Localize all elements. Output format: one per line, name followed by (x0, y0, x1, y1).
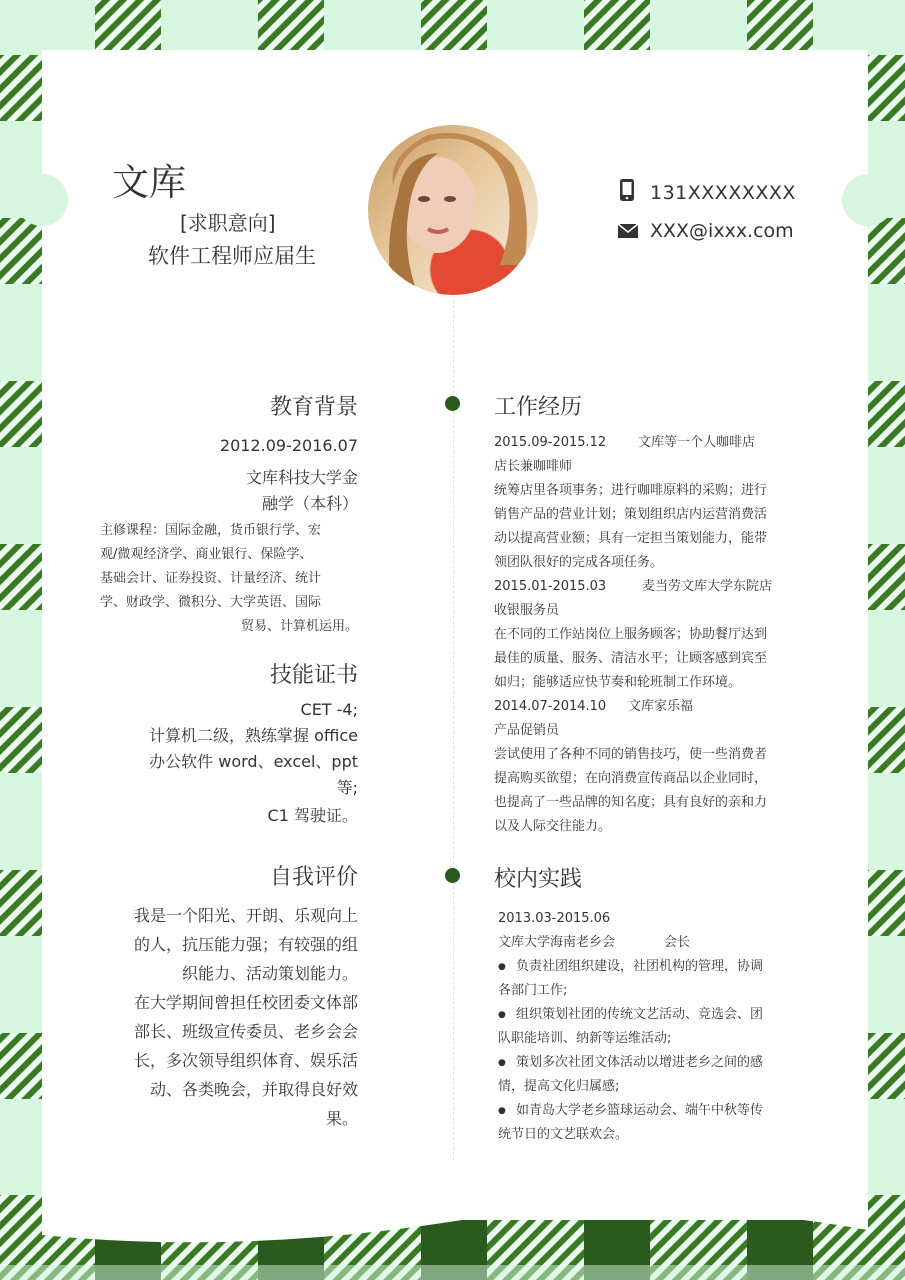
campus-period: 2013.03-2015.06 (498, 911, 611, 926)
job-title: 软件工程师应届生 (148, 244, 316, 268)
skill-line: 等; (336, 778, 358, 797)
skills-title: 技能证书 (269, 663, 358, 688)
course-line: 主修课程：国际金融，货币银行学、宏 (100, 523, 322, 538)
work-entries (494, 431, 800, 839)
self-eval-line: 长，多次领导组织体育、娱乐活 (133, 1051, 358, 1070)
education-school: 文库科技大学金 (245, 468, 358, 487)
work-role: 收银服务员 (494, 603, 560, 618)
paper-curl (42, 1190, 868, 1270)
work-period: 2014.07-2014.10 (494, 699, 607, 714)
work-role: 店长兼咖啡师 (494, 459, 573, 474)
campus-position: 会长 (664, 935, 691, 950)
education-section (100, 390, 358, 639)
email-address: XXX@ixxx.com (650, 220, 794, 242)
self-eval-line: 部长、班级宣传委员、老乡会会 (133, 1022, 358, 1041)
skill-line: 计算机二级，熟练掌握 office (149, 726, 358, 745)
self-eval-line: 我是一个阳光、开朗、乐观向上 (133, 906, 358, 925)
work-entry-head (494, 575, 800, 599)
education-period: 2012.09-2016.07 (219, 436, 358, 455)
candidate-name: 文库 (112, 161, 186, 204)
course-line: 学、财政学、微积分、大学英语、国际 (100, 595, 322, 610)
work-entry-head (494, 431, 800, 455)
self-eval-text (100, 901, 358, 1133)
work-desc-line: 提高购买欲望；在向消费宣传商品以企业同时， (494, 771, 768, 786)
work-desc-line: 销售产品的营业计划；策划组织店内运营消费活 (494, 507, 768, 522)
campus-dot (445, 868, 460, 883)
job-intent-label: [求职意向] (180, 211, 276, 235)
center-divider (453, 300, 454, 1160)
education-title: 教育背景 (269, 395, 358, 420)
campus-entries (494, 907, 800, 1147)
campus-bullet-cont: 情，提高文化归属感; (498, 1079, 620, 1094)
work-desc-line: 如归；能够适应快节奏和轮班制工作环境。 (494, 675, 742, 690)
campus-bullet (498, 955, 800, 979)
work-company: 麦当劳文库大学东院店 (642, 579, 773, 594)
work-desc-line: 最佳的质量、服务、清洁水平；让顾客感到宾至 (494, 651, 768, 666)
campus-org: 文库大学海南老乡会 (498, 935, 616, 950)
campus-bullet-text: 策划多次社团文体活动以增进老乡之间的感 (516, 1055, 764, 1070)
campus-entry-head (498, 931, 800, 955)
campus-bullet-text: 负责社团组织建设，社团机构的管理，协调 (516, 959, 764, 974)
skills-section (100, 658, 358, 829)
course-line: 观/微观经济学、商业银行、保险学、 (100, 547, 313, 562)
phone-icon (618, 178, 636, 202)
self-eval-section (100, 860, 358, 1133)
self-eval-title: 自我评价 (269, 865, 358, 890)
skill-line: CET -4; (300, 700, 358, 719)
self-eval-line: 动、各类晚会，并取得良好效 (149, 1080, 358, 1099)
campus-bullet-text: 如青岛大学老乡篮球运动会、端午中秋等传 (516, 1103, 764, 1118)
campus-bullet-cont: 各部门工作; (498, 983, 568, 998)
campus-title: 校内实践 (494, 867, 583, 892)
work-desc-line: 尝试使用了各种不同的销售技巧，使一些消费者 (494, 747, 768, 762)
work-section (494, 390, 800, 839)
campus-bullet-text: 组织策划社团的传统文艺活动、竞选会、团 (516, 1007, 764, 1022)
work-title: 工作经历 (494, 395, 583, 420)
work-entry-head (494, 695, 800, 719)
education-major: 融学（本科） (261, 494, 358, 513)
work-desc-line: 以及人际交往能力。 (494, 819, 612, 834)
work-dot (445, 396, 460, 411)
education-courses (100, 519, 358, 639)
campus-bullet-cont: 队职能培训、纳新等运维活动; (498, 1031, 672, 1046)
self-eval-line: 在大学期间曾担任校团委文体部 (133, 993, 358, 1012)
work-desc-line: 也提高了一些品牌的知名度；具有良好的亲和力 (494, 795, 768, 810)
avatar (368, 125, 538, 295)
skill-line: C1 驾驶证。 (267, 806, 358, 825)
work-company: 文库家乐福 (628, 699, 694, 714)
campus-bullet (498, 1099, 800, 1123)
campus-bullet-cont: 统节日的文艺联欢会。 (498, 1127, 629, 1142)
right-notch (842, 174, 894, 226)
work-role: 产品促销员 (494, 723, 560, 738)
left-notch (16, 174, 68, 226)
email-icon (617, 223, 639, 239)
course-line: 基础会计、证券投资、计量经济、统计 (100, 571, 322, 586)
skills-list (100, 697, 358, 829)
campus-section (494, 862, 800, 1147)
work-desc-line: 在不同的工作站岗位上服务顾客；协助餐厅达到 (494, 627, 768, 642)
work-company: 文库等一个人咖啡店 (638, 435, 756, 450)
phone-number: 131XXXXXXXX (650, 182, 796, 204)
work-desc-line: 动以提高营业额；具有一定担当策划能力，能带 (494, 531, 768, 546)
work-period: 2015.01-2015.03 (494, 579, 607, 594)
self-eval-line: 果。 (325, 1109, 358, 1128)
campus-bullet (498, 1003, 800, 1027)
self-eval-line: 织能力、活动策划能力。 (181, 964, 358, 983)
campus-bullet (498, 1051, 800, 1075)
work-desc-line: 统筹店里各项事务；进行咖啡原料的采购；进行 (494, 483, 768, 498)
skill-line: 办公软件 word、excel、ppt (149, 752, 358, 771)
work-period: 2015.09-2015.12 (494, 435, 607, 450)
self-eval-line: 的人，抗压能力强；有较强的组 (133, 935, 358, 954)
work-desc-line: 领团队很好的完成各项任务。 (494, 555, 664, 570)
course-line: 贸易、计算机运用。 (240, 619, 358, 634)
